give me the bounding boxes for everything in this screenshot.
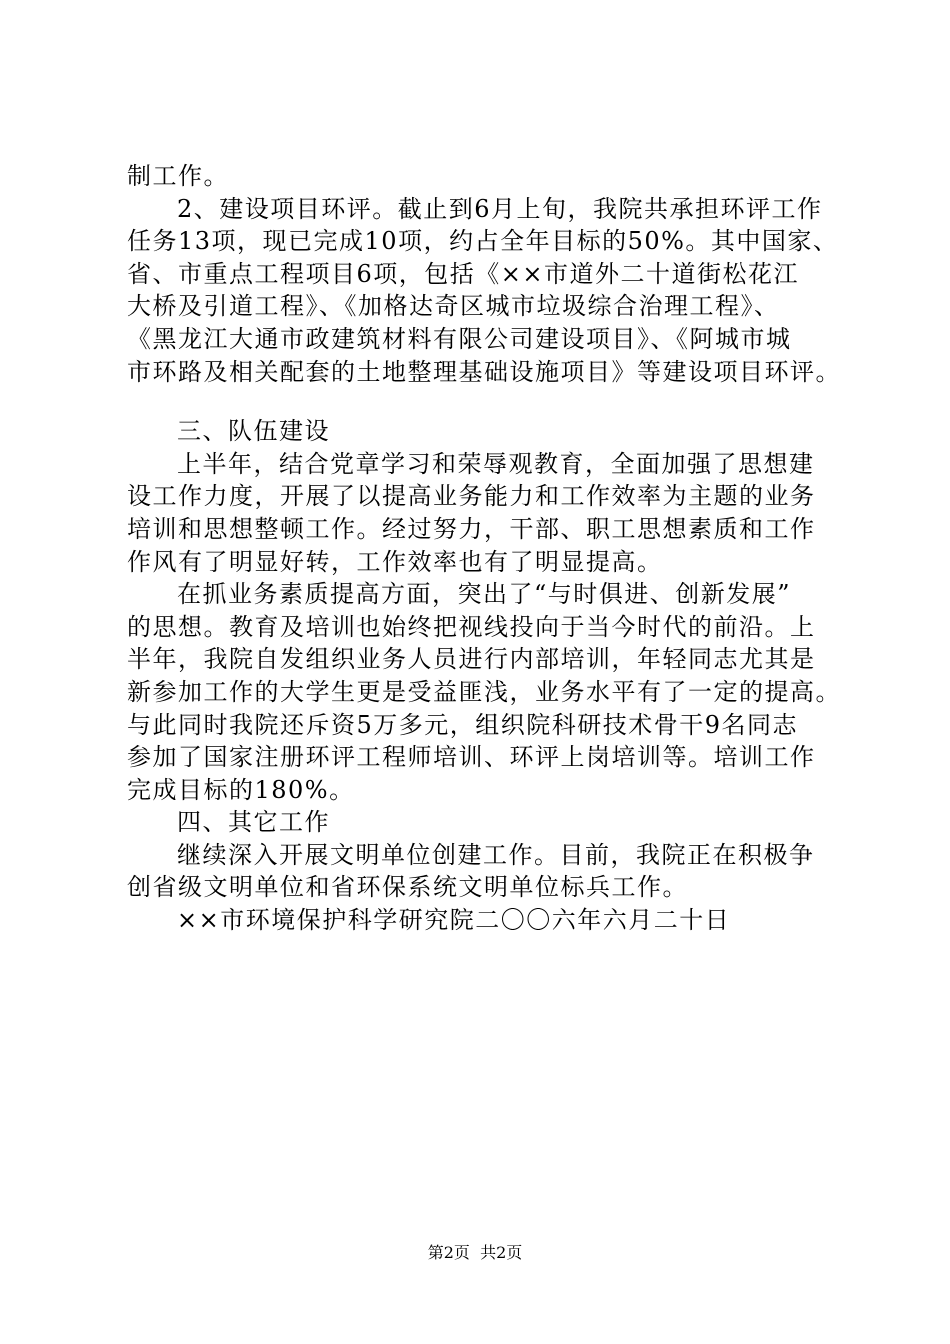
text-line: 四、其它工作 — [177, 808, 330, 837]
text-line: 上半年，结合党章学习和荣辱观教育，全面加强了思想建 — [177, 449, 815, 478]
text-line: 新参加工作的大学生更是受益匪浅，业务水平有了一定的提高。 — [127, 677, 841, 706]
document-body — [127, 160, 857, 937]
text-line: 设工作力度，开展了以提高业务能力和工作效率为主题的业务 — [127, 482, 816, 511]
text-line: 创省级文明单位和省环保系统文明单位标兵工作。 — [127, 873, 688, 902]
text-line: 半年，我院自发组织业务人员进行内部培训，年轻同志尤其是 — [127, 645, 816, 674]
page-footer — [0, 1243, 950, 1263]
paragraph-gap — [127, 388, 857, 415]
text-line: 参加了国家注册环评工程师培训、环评上岗培训等。培训工作 — [127, 743, 816, 772]
text-line: 《黑龙江大通市政建筑材料有限公司建设项目》、《阿城市城 — [127, 324, 792, 353]
text-line: 作风有了明显好转，工作效率也有了明显提高。 — [127, 547, 663, 576]
text-line: 任务13项，现已完成10项，约占全年目标的50%。其中国家、 — [127, 227, 839, 256]
text-line: 制工作。 — [127, 162, 229, 190]
text-line: 2、建设项目环评。截止到6月上旬，我院共承担环评工作 — [177, 194, 823, 223]
text-line: 的思想。教育及培训也始终把视线投向于当今时代的前沿。上 — [127, 612, 816, 641]
text-line: 与此同时我院还斥资5万多元，组织院科研技术骨干9名同志 — [127, 710, 799, 739]
text-line: 培训和思想整顿工作。经过努力，干部、职工思想素质和工作 — [127, 514, 816, 543]
text-line: 市环路及相关配套的土地整理基础设施项目》等建设项目环评。 — [127, 357, 841, 386]
text-line: 完成目标的180%。 — [127, 775, 355, 804]
text-line: 三、队伍建设 — [177, 417, 330, 446]
page-number-label: 第2页 共2页 — [427, 1243, 523, 1262]
text-line: ××市环境保护科学研究院二〇〇六年六月二十日 — [177, 906, 731, 935]
text-line: 大桥及引道工程》、《加格达奇区城市垃圾综合治理工程》、 — [127, 292, 780, 321]
text-line: 在抓业务素质提高方面，突出了“与时俱进、创新发展” — [177, 580, 792, 609]
text-line: 省、市重点工程项目6项，包括《××市道外二十道街松花江 — [127, 259, 799, 288]
text-line: 继续深入开展文明单位创建工作。目前，我院正在积极争 — [177, 840, 815, 869]
